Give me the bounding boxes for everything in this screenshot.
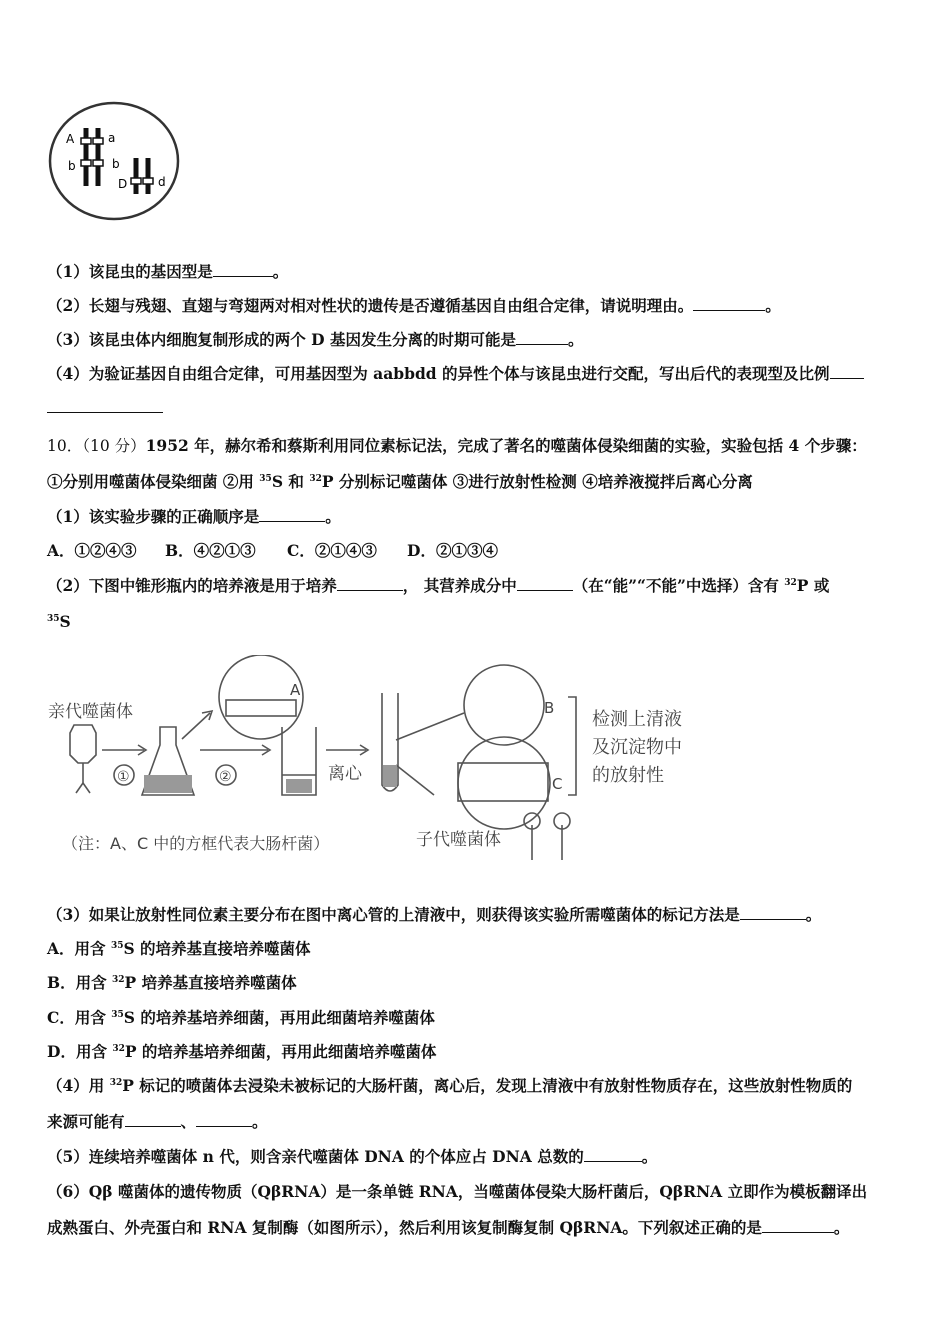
label-note: （注：A、C 中的方框代表大肠杆菌） xyxy=(62,834,330,853)
gene-label-a: a xyxy=(108,131,116,145)
option-D[interactable]: D．②①③④ xyxy=(407,541,498,560)
q10-part3: （3）如果让放射性同位素主要分布在图中离心管的上清液中，则获得该实验所需噬菌体的标记方法是 。 xyxy=(47,905,822,924)
gene-label-b-right: b xyxy=(112,157,120,171)
q10-part6: （6）Qβ 噬菌体的遗传物质（QβRNA）是一条单链 RNA，当噬菌体侵染大肠杆菌后，QβRNA 立即作为模板翻译出 xyxy=(47,1182,868,1201)
q10-part1: （1）该实验步骤的正确顺序是 。 xyxy=(47,507,341,526)
label-detect-1: 检测上清液 xyxy=(592,709,682,730)
q10-part2-cont: $^{35}$S xyxy=(47,612,71,631)
label-step2: ② xyxy=(219,769,232,785)
q10-part3-option-C[interactable]: C．用含 $^{35}$S 的培养基培养细菌，再用此细菌培养噬菌体 xyxy=(47,1008,435,1027)
option-A[interactable]: A．①②④③ xyxy=(47,541,137,560)
label-centrifuge: 离心 xyxy=(328,764,362,784)
gene-label-b-left: b xyxy=(68,159,76,173)
label-detect-3: 的放射性 xyxy=(592,765,664,786)
label-B: B xyxy=(544,699,555,717)
q9-part4: （4）为验证基因自由组合定律，可用基因型为 aabbdd 的异性个体与该昆虫进行交配，写出后代的表现型及比例 xyxy=(47,364,864,384)
q10-part5: （5）连续培养噬菌体 n 代，则含亲代噬菌体 DNA 的个体应占 DNA 总数的 。 xyxy=(47,1147,658,1166)
answer-blank[interactable] xyxy=(516,330,568,345)
answer-blank[interactable] xyxy=(213,262,273,277)
answer-blank[interactable] xyxy=(693,296,765,311)
answer-blank[interactable] xyxy=(517,576,573,591)
gene-label-A: A xyxy=(66,132,75,146)
q10-part6-cont: 成熟蛋白、外壳蛋白和 RNA 复制酶（如图所示），然后利用该复制酶复制 QβRNA。下列叙述正确的是 。 xyxy=(47,1218,850,1237)
q9-part2: （2）长翅与残翅、直翅与弯翅两对相对性状的遗传是否遵循基因自由组合定律，请说明理由。 。 xyxy=(47,296,781,315)
q10-steps: ①分别用噬菌体侵染细菌 ②用 $^{35}$S 和 $^{32}$P 分别标记噬菌体 ③进行放射性检测 ④培养液搅拌后离心分离 xyxy=(47,472,753,491)
q10-part4: （4）用 $^{32}$P 标记的喷菌体去浸染未被标记的大肠杆菌，离心后，发现上清液中有放射性物质存在，这些放射性物质的 xyxy=(47,1076,853,1095)
answer-blank[interactable] xyxy=(762,1218,834,1233)
label-detect-2: 及沉淀物中 xyxy=(592,737,682,758)
q9-part1: （1）该昆虫的基因型是 。 xyxy=(47,262,289,281)
answer-blank[interactable] xyxy=(740,905,806,920)
q10-part3-option-B[interactable]: B．用含 $^{32}$P 培养基直接培养噬菌体 xyxy=(47,973,297,992)
answer-blank[interactable] xyxy=(337,576,403,591)
q10-part2: （2）下图中锥形瓶内的培养液是用于培养 ， 其营养成分中 （在“能”“不能”中选择）含有 $^{32}$P 或 xyxy=(47,576,830,595)
answer-blank[interactable] xyxy=(47,398,163,413)
answer-blank[interactable] xyxy=(259,507,325,522)
q10-header: 10．（10 分）1952 年，赫尔希和蔡斯利用同位素标记法，完成了著名的噬菌体侵染细菌的实验，实验包括 4 个步骤： xyxy=(47,436,867,455)
label-parent-phage: 亲代噬菌体 xyxy=(48,702,133,722)
label-offspring: 子代噬菌体 xyxy=(416,830,501,850)
q10-part4-cont: 来源可能有 、 。 xyxy=(47,1112,268,1131)
answer-blank[interactable] xyxy=(584,1147,642,1162)
q10-part3-option-D[interactable]: D．用含 $^{32}$P 的培养基培养细菌，再用此细菌培养噬菌体 xyxy=(47,1042,437,1061)
gene-label-d: d xyxy=(158,175,166,189)
answer-blank[interactable] xyxy=(830,364,864,379)
q10-part1-options xyxy=(47,541,498,561)
gene-label-D: D xyxy=(118,177,128,191)
option-C[interactable]: C．②①④③ xyxy=(287,541,377,560)
q10-part3-option-A[interactable]: A．用含 $^{35}$S 的培养基直接培养噬菌体 xyxy=(47,939,311,958)
answer-blank[interactable] xyxy=(196,1112,252,1127)
experiment-diagram xyxy=(46,655,736,870)
label-step1: ① xyxy=(117,769,130,785)
label-A: A xyxy=(290,681,301,699)
chromosome-figure xyxy=(46,98,182,224)
answer-blank[interactable] xyxy=(125,1112,181,1127)
q9-part3: （3）该昆虫体内细胞复制形成的两个 D 基因发生分离的时期可能是 。 xyxy=(47,330,584,349)
option-B[interactable]: B．④②①③ xyxy=(165,541,256,560)
label-C: C xyxy=(552,775,563,793)
q9-part4-blank xyxy=(47,398,163,418)
